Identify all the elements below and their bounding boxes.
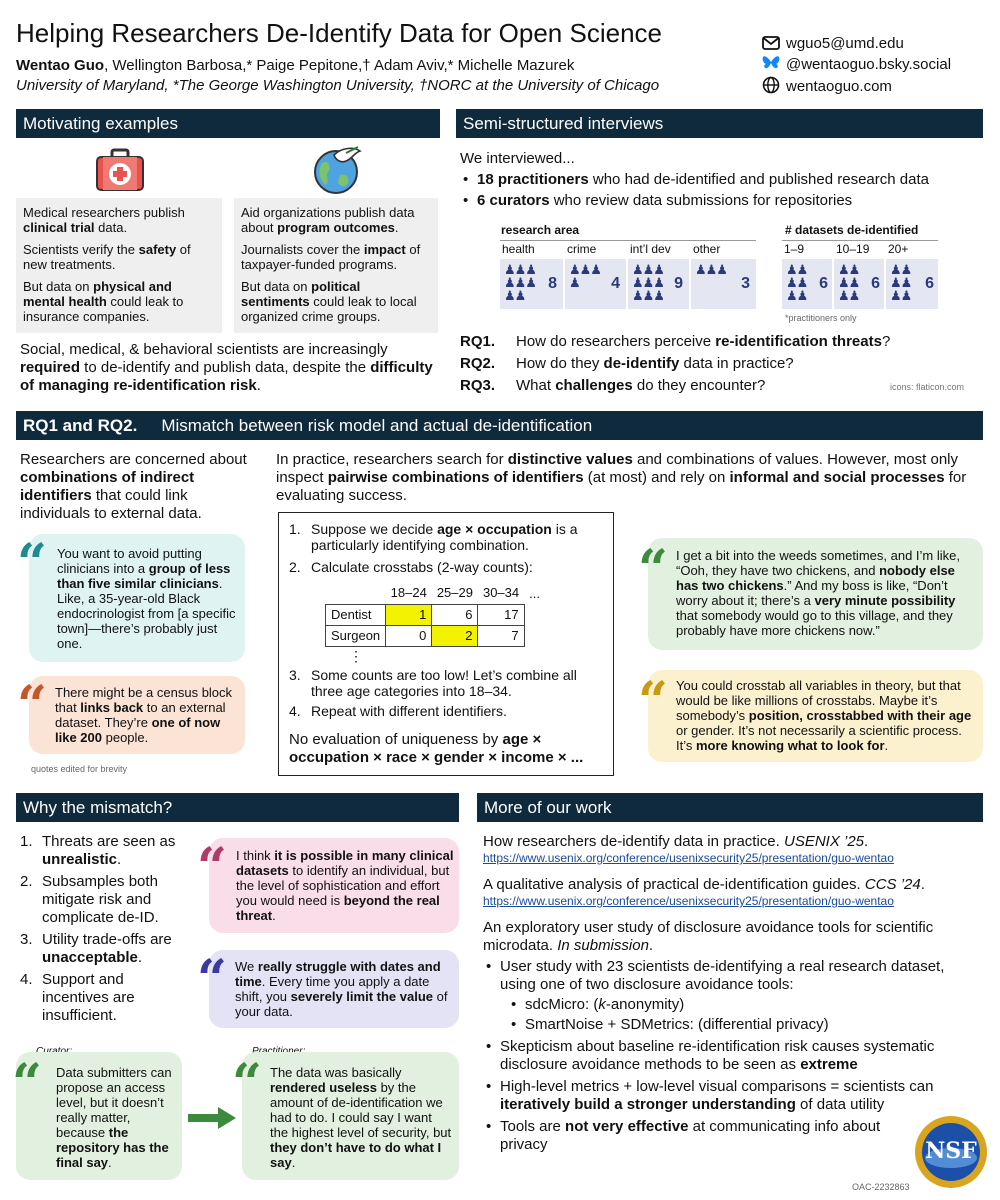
list-item: • SmartNoise + SDMetrics: (differential privacy) <box>508 1016 983 1034</box>
lead-author: Wentao Guo <box>16 57 105 74</box>
publication-usenix: How researchers de-identify data in practice. USENIX ’25. <box>483 833 869 850</box>
quote-mark-icon: “ <box>197 949 227 1010</box>
research-area-title: research area <box>501 223 580 237</box>
research-questions: RQ1. How do researchers perceive re-identification threats? RQ2. How do they de-identify data in practice? RQ3. What challenges do they encounter? <box>460 333 891 394</box>
dataset-column: 10–19 ♟♟ ♟♟ ♟♟ 6 <box>834 240 884 310</box>
area-column: crime ♟♟♟ ♟ 4 <box>565 240 626 310</box>
person-icons: ♟♟♟ ♟♟♟ ♟♟♟ <box>632 262 664 303</box>
co-authors: Wellington Barbosa,* Paige Pepitone,† Adam Aviv,* Michelle Mazurek <box>112 57 575 74</box>
icons-credit: icons: flaticon.com <box>890 382 965 392</box>
motivating-summary: Social, medical, & behavioral scientists are increasingly required to de-identify and publish data, despite the difficulty of managing re-identification risk. <box>20 341 433 394</box>
author-line: Wentao Guo, Wellington Barbosa,* Paige Pepitone,† Adam Aviv,* Michelle Mazurek <box>16 57 575 74</box>
quote-census: “ There might be a census block that links back to an external dataset. They’re one of now like 200 people. <box>29 676 245 754</box>
list-item: • 6 curators who review data submissions for repositories <box>460 192 980 210</box>
datasets-note: *practitioners only <box>785 313 857 323</box>
list-item: • 18 practitioners who had de-identified and published research data <box>460 171 980 189</box>
interviews-intro: We interviewed... <box>460 150 575 167</box>
mail-icon <box>762 36 780 50</box>
aid-example-card: Aid organizations publish data about program outcomes. Journalists cover the impact of taxpayer-funded programs. But data on political sentiments could leak to local organized crime groups. <box>234 198 438 333</box>
table-row: Surgeon 0 2 7 <box>326 625 546 646</box>
quote-mark-icon: “ <box>12 1053 42 1114</box>
list-item: • sdcMicro: (k-anonymity) <box>508 996 983 1014</box>
quote-clinicians: “ You want to avoid putting clinicians into a group of less than five similar clinicians. Like, a 35-year-old Black endocrinologist from [a specific town]—there’s probably just one. <box>29 534 245 662</box>
quote-mark-icon: “ <box>197 837 227 898</box>
area-column: other ♟♟♟ 3 <box>691 240 756 310</box>
interviews-heading: Semi-structured interviews <box>456 109 983 138</box>
person-icons: ♟♟ ♟♟ ♟♟ <box>890 262 912 303</box>
affiliations: University of Maryland, *The George Washington University, †NORC at the University of Chicago <box>16 77 660 94</box>
usenix-link[interactable]: https://www.usenix.org/conference/usenixsecurity25/presentation/guo-wentao <box>483 851 894 865</box>
area-column: int’l dev ♟♟♟ ♟♟♟ ♟♟♟ 9 <box>628 240 689 310</box>
person-icons: ♟♟♟ ♟ <box>569 262 601 290</box>
globe-dove-icon <box>312 145 362 195</box>
interviewee-list <box>460 171 980 210</box>
contact-email[interactable]: wguo5@umd.edu <box>762 34 904 54</box>
bluesky-butterfly-icon <box>762 55 780 71</box>
edited-note: quotes edited for brevity <box>31 764 128 774</box>
person-icons: ♟♟♟ <box>695 262 727 277</box>
arrow-right-icon <box>188 1107 236 1129</box>
dataset-column: 1–9 ♟♟ ♟♟ ♟♟ 6 <box>782 240 832 310</box>
contact-website[interactable]: wentaoguo.com <box>762 76 892 96</box>
more-heading: More of our work <box>477 793 983 822</box>
rq12-practice-text: In practice, researchers search for distinctive values and combinations of values. However, most only inspect pairwise combinations of identifiers (at most) and rely on informal and social processes for evaluating success. <box>276 451 967 504</box>
publication-ccs: A qualitative analysis of practical de-identification guides. CCS ’24. <box>483 876 925 893</box>
ccs-link[interactable]: https://www.usenix.org/conference/usenixsecurity25/presentation/guo-wentao <box>483 894 894 908</box>
datasets-chart <box>782 240 938 310</box>
table-row: Dentist 1 6 17 <box>326 604 546 625</box>
rq12-concern-text: Researchers are concerned about combinations of indirect identifiers that could link individuals to external data. <box>20 451 247 522</box>
publication-submission: An exploratory user study of disclosure avoidance tools for scientific microdata. In submission. <box>483 919 934 954</box>
quote-mark-icon: “ <box>638 539 668 600</box>
quote-mark-icon: “ <box>17 533 47 594</box>
list-item: • Skepticism about baseline re-identification risk causes systematic disclosure avoidance methods to be seen as extreme <box>483 1038 983 1074</box>
why-list: 1. Threats are seen as unrealistic. 2. Subsamples both mitigate risk and complicate de-ID. 3. Utility trade-offs are unacceptable. 4. Support and incentives are insufficient. <box>20 833 176 1024</box>
crosstab-table: 18–24 25–29 30–34 ... Dentist 1 6 17 Surgeon 0 2 7 <box>325 583 546 647</box>
area-column: health ♟♟♟ ♟♟♟ ♟♟ 8 <box>500 240 563 310</box>
findings-list <box>483 958 983 1154</box>
research-area-chart <box>500 240 756 310</box>
dataset-column: 20+ ♟♟ ♟♟ ♟♟ 6 <box>886 240 938 310</box>
datasets-title: # datasets de-identified <box>785 223 919 237</box>
list-item: • User study with 23 scientists de-identifying a real research dataset, using one of two disclosure avoidance tools: • sdcMicro: (k-anonymity) • SmartNoise + SDMetrics: (differential privacy) <box>483 958 983 1034</box>
why-heading: Why the mismatch? <box>16 793 459 822</box>
nsf-logo: NSF <box>913 1114 989 1190</box>
globe-icon <box>762 76 780 94</box>
quote-dates: “ We really struggle with dates and time. Every time you apply a date shift, you severely limit the value of your data. <box>209 950 459 1028</box>
person-icons: ♟♟ ♟♟ ♟♟ <box>786 262 808 303</box>
contact-bluesky[interactable]: @wentaoguo.bsky.social <box>762 55 951 75</box>
first-aid-kit-icon <box>95 148 145 192</box>
poster-title: Helping Researchers De-Identify Data for Open Science <box>16 18 662 48</box>
rq12-heading: RQ1 and RQ2. Mismatch between risk model and actual de-identification <box>16 411 983 440</box>
quote-clinical-datasets: “ I think it is possible in many clinical datasets to identify an individual, but the level of sophistication and effort you would need is beyond the real threat. <box>209 838 459 933</box>
list-item: • High-level metrics + low-level visual comparisons = scientists can iteratively build a stronger understanding of data utility <box>483 1078 983 1114</box>
quote-mark-icon: “ <box>17 675 47 736</box>
more-content <box>483 833 983 1154</box>
person-icons: ♟♟ ♟♟ ♟♟ <box>838 262 860 303</box>
crosstab-process-box: 1. Suppose we decide age × occupation is a particularly identifying combination. 2. Calculate crosstabs (2-way counts): 18–24 25–29 30–34 ... Dentist 1 6 17 Surgeon 0 2 7 ⋮ 3. Some counts are too low! Let’s combine all three age categories into 18–34. 4. Repeat with different identifiers. No evaluation of uniqueness by age × occupation × race × gender × income × ... <box>278 512 614 776</box>
list-item: • Tools are not very effective at communicating info about privacy <box>483 1118 883 1154</box>
quote-mark-icon: “ <box>638 671 668 732</box>
quote-mark-icon: “ <box>232 1053 262 1114</box>
quote-chickens: “ I get a bit into the weeds sometimes, and I’m like, “Ooh, they have two chickens, and nobody else has two chickens.” And my boss is like, “Don’t worry about it; there’s a very minute possibility that somebody would go to this village, and they probably have more chickens now.” <box>648 538 983 650</box>
quote-curator: “ Data submitters can propose an access level, but it doesn’t really matter, because the repository has the final say. <box>16 1052 182 1180</box>
quote-crosstab-all: “ You could crosstab all variables in theory, but that would be like millions of crosstabs. Maybe it’s somebody’s position, crosstabbed with their age or gender. It’s not necessarily a scientific process. It’s more knowing what to look for. <box>648 670 983 762</box>
motivating-heading: Motivating examples <box>16 109 440 138</box>
quote-practitioner: “ The data was basically rendered useless by the amount of de-identification we had to do. I could say I want the highest level of security, but they don’t have to do what I say. <box>242 1052 459 1180</box>
person-icons: ♟♟♟ ♟♟♟ ♟♟ <box>504 262 536 303</box>
grant-number: OAC-2232863 <box>852 1182 910 1192</box>
medical-example-card: Medical researchers publish clinical trial data. Scientists verify the safety of new treatments. But data on physical and mental health could leak to insurance companies. <box>16 198 222 333</box>
